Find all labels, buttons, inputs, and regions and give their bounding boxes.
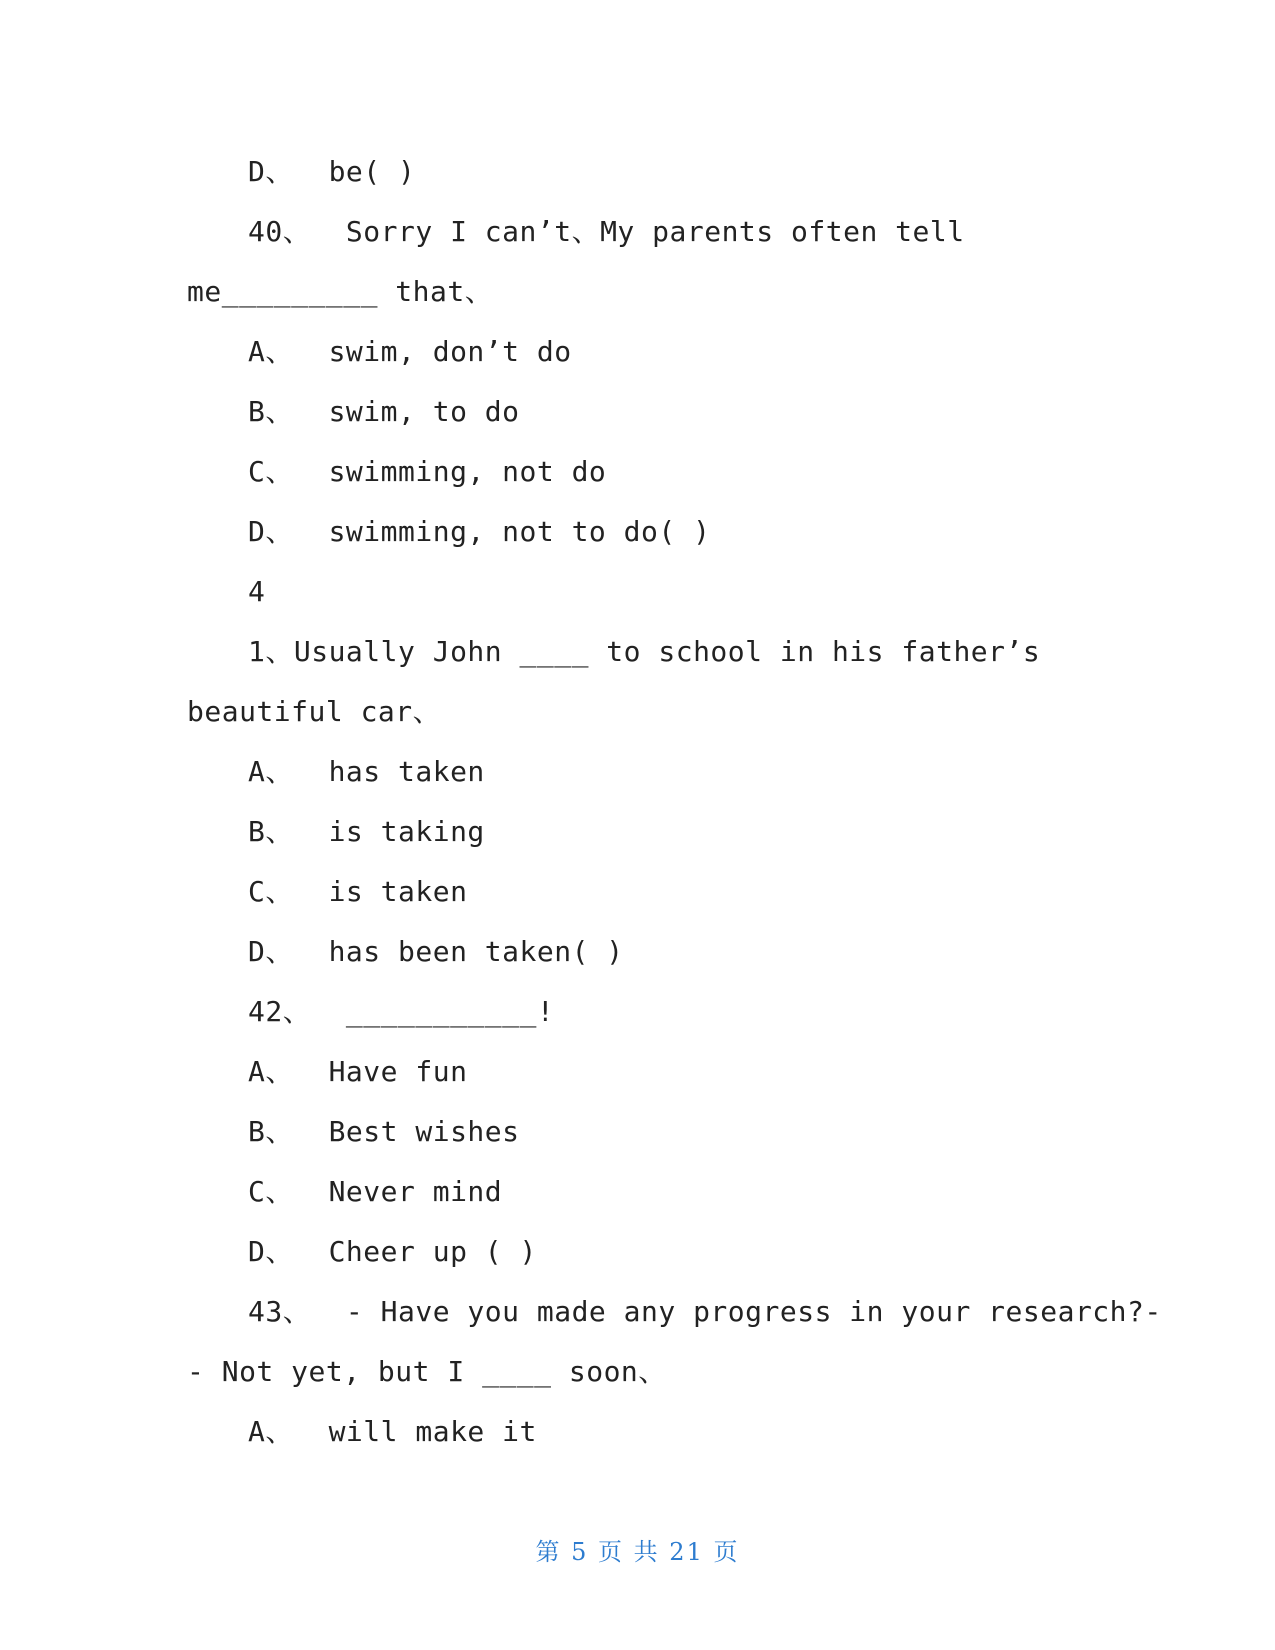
option-b-q40: B、 swim, to do	[248, 395, 520, 428]
question-43-stem: 43、 - Have you made any progress in your research?-	[248, 1295, 1162, 1328]
option-c-q41: C、 is taken	[248, 875, 468, 908]
question-41-stem: 1、Usually John ____ to school in his father’s	[248, 635, 1041, 668]
option-d-q41: D、 has been taken( )	[248, 935, 624, 968]
option-d-q40: D、 swimming, not to do( )	[248, 515, 711, 548]
question-42-stem: 42、 ___________!	[248, 995, 555, 1028]
question-41-stem-cont: beautiful car、	[187, 695, 442, 728]
option-c-q40: C、 swimming, not do	[248, 455, 607, 488]
page-number-footer: 第 5 页 共 21 页	[535, 1538, 740, 1566]
option-d-q42: D、 Cheer up ( )	[248, 1235, 537, 1268]
question-43-stem-cont: - Not yet, but I ____ soon、	[187, 1355, 667, 1388]
option-a-q43: A、 will make it	[248, 1415, 537, 1448]
option-b-q42: B、 Best wishes	[248, 1115, 520, 1148]
option-b-q41: B、 is taking	[248, 815, 485, 848]
option-a-q40: A、 swim, don’t do	[248, 335, 572, 368]
option-a-q42: A、 Have fun	[248, 1055, 468, 1088]
question-40-stem-cont: me_________ that、	[187, 275, 494, 308]
question-40-stem: 40、 Sorry I can’t、My parents often tell	[248, 215, 965, 248]
option-a-q41: A、 has taken	[248, 755, 485, 788]
question-41-number: 4	[248, 575, 266, 608]
option-d-q39: D、 be( )	[248, 155, 416, 188]
option-c-q42: C、 Never mind	[248, 1175, 503, 1208]
